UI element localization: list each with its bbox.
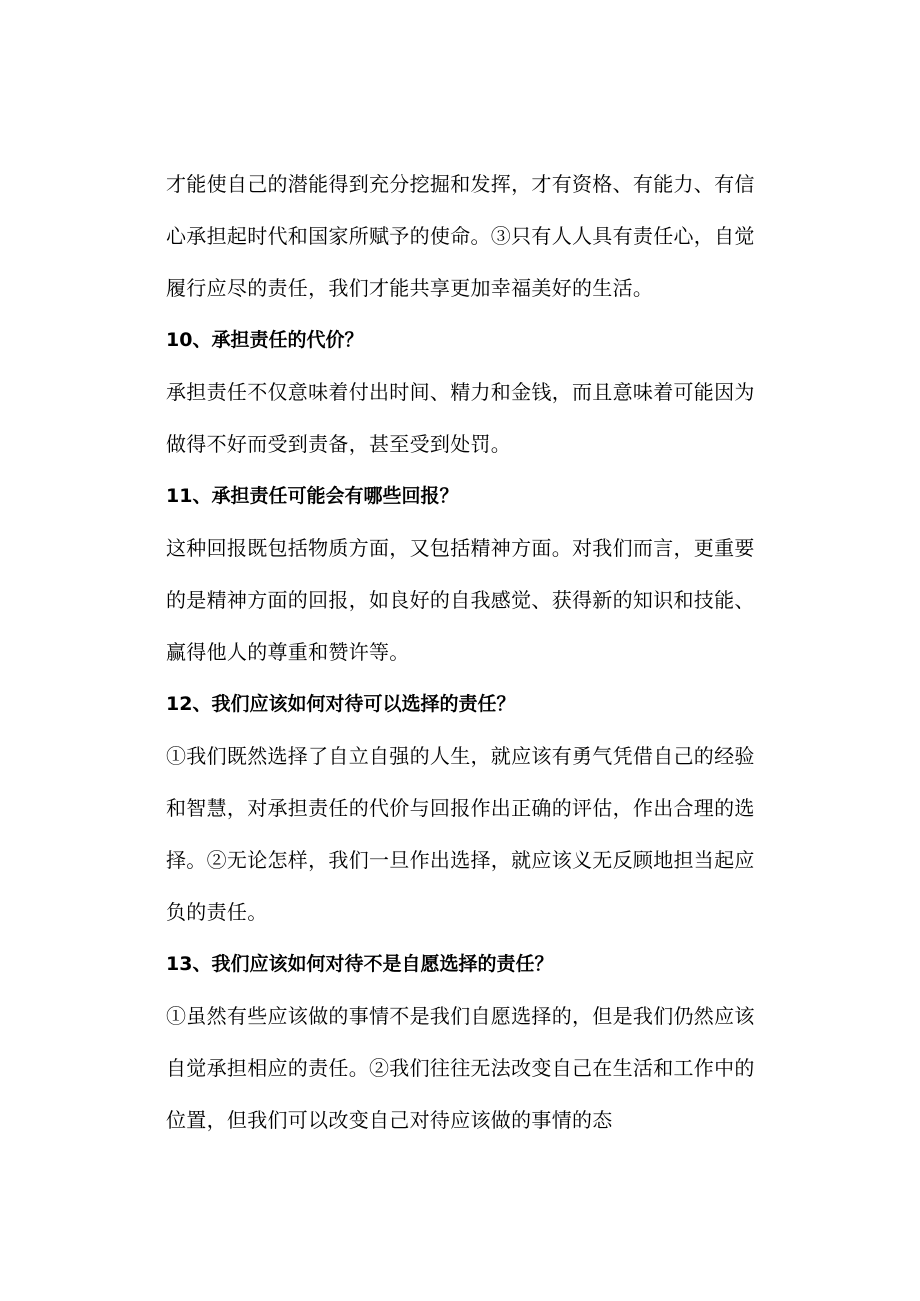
text-line: 位置，但我们可以改变自己对待应该做的事情的态 [166,1108,613,1132]
heading-q13: 13、我们应该如何对待不是自愿选择的责任？ [166,953,554,975]
heading-q12: 12、我们应该如何对待可以选择的责任？ [166,693,516,715]
text-line: 才能使自己的潜能得到充分挖掘和发挥，才有资格、有能力、有信 [166,172,755,196]
paragraph-q10 [166,372,766,476]
paragraph-q11 [166,528,766,684]
text-line: 心承担起时代和国家所赋予的使命。③只有人人具有责任心，自觉 [166,224,755,248]
text-line: 做得不好而受到责备，甚至受到处罚。 [166,432,512,456]
text-line: 这种回报既包括物质方面，又包括精神方面。对我们而言，更重要 [166,536,755,560]
text-line: 的是精神方面的回报，如良好的自我感觉、获得新的知识和技能、 [166,588,755,612]
text-line: 负的责任。 [166,900,268,924]
text-line: 择。②无论怎样，我们一旦作出选择，就应该义无反顾地担当起应 [166,848,755,872]
text-line: 和智慧，对承担责任的代价与回报作出正确的评估，作出合理的选 [166,796,755,820]
paragraph-intro [166,164,766,320]
paragraph-q13 [166,996,766,1152]
document-page [166,164,766,1152]
text-line: 承担责任不仅意味着付出时间、精力和金钱，而且意味着可能因为 [166,380,755,404]
heading-q10: 10、承担责任的代价？ [166,329,364,351]
paragraph-q12 [166,736,766,944]
text-line: 自觉承担相应的责任。②我们往往无法改变自己在生活和工作中的 [166,1056,755,1080]
text-line: ①虽然有些应该做的事情不是我们自愿选择的，但是我们仍然应该 [166,1004,755,1028]
text-line: ①我们既然选择了自立自强的人生，就应该有勇气凭借自己的经验 [166,744,755,768]
heading-q11: 11、承担责任可能会有哪些回报？ [166,485,459,507]
text-line: 履行应尽的责任，我们才能共享更加幸福美好的生活。 [166,276,654,300]
text-line: 赢得他人的尊重和赞许等。 [166,640,410,664]
